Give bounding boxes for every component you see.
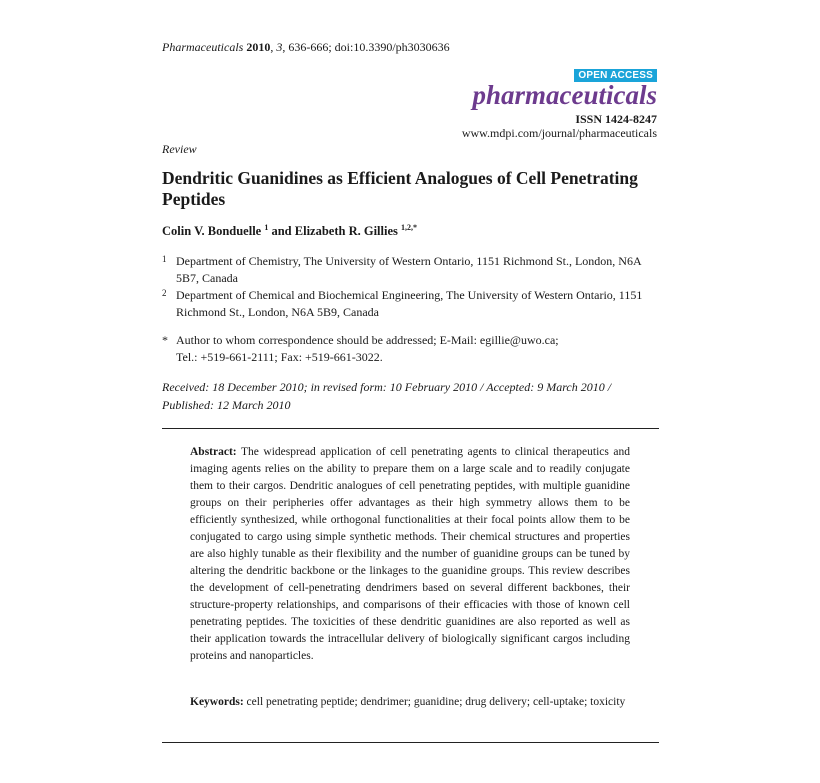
- author-affiliation-marker: 1: [264, 223, 269, 232]
- author-name: Elizabeth R. Gillies: [294, 224, 398, 239]
- open-access-badge: OPEN ACCESS: [574, 69, 657, 82]
- affiliation-2: [162, 287, 662, 321]
- affiliation-text: Department of Chemical and Biochemical Engineering, The University of Western Ontario, 1151 Richmond St., London, N6A 5B9, Canada: [176, 288, 643, 319]
- keywords-label: Keywords:: [190, 696, 244, 708]
- abstract-label: Abstract:: [190, 446, 237, 458]
- affiliation-marker: 1: [162, 254, 167, 264]
- author-line: [162, 223, 417, 239]
- journal-name: Pharmaceuticals: [162, 40, 244, 54]
- publication-dates: Received: 18 December 2010; in revised form: 10 February 2010 / Accepted: 9 March 2010 / Published: 12 March 2010: [162, 380, 612, 412]
- journal-url[interactable]: www.mdpi.com/journal/pharmaceuticals: [461, 126, 657, 140]
- abstract-text: The widespread application of cell penetrating agents to clinical therapeutics and imaging agents relies on the ability to prepare them on a large scale and to readily conjugate them to their cargos. Dendritic analogues of cell penetrating peptides, with multiple guanidine groups on their peripheries offer advantages as their high symmetry allows them to be efficiently synthesized, while orthogonal functionalities at their focal points allow them to be conjugated to cargo using simple synthetic methods. Their chemical structures and properties are also highly tunable as their flexibility and the number of guanidine groups can be tuned by altering the dendritic backbone or the linkages to the guanidine groups. This review describes the development of cell-penetrating dendrimers based on several different backbones, their structure-property relationships, and comparisons of their efficacies with those of known cell penetrating peptides. The toxicities of these dendritic guanidines are also reported as well as their application towards the intracellular delivery of biologically significant cargos including proteins and nanoparticles.: [190, 446, 630, 662]
- issn: ISSN 1424-8247: [575, 112, 657, 126]
- correspondence-line-2: Tel.: +519-661-2111; Fax: +519-661-3022.: [176, 350, 383, 364]
- journal-year: 2010: [246, 40, 271, 54]
- top-divider: [162, 428, 659, 429]
- author-affiliation-marker: 1,2,*: [401, 223, 418, 232]
- article-type: Review: [162, 142, 197, 156]
- abstract: [190, 444, 630, 665]
- journal-logo-text: pharmaceuticals: [472, 80, 657, 110]
- keywords-text: cell penetrating peptide; dendrimer; guanidine; drug delivery; cell-uptake; toxicity: [246, 696, 626, 708]
- affiliation-text: Department of Chemistry, The University of Western Ontario, 1151 Richmond St., London, N6A 5B7, Canada: [176, 254, 641, 285]
- bottom-divider: [162, 742, 659, 743]
- correspondence: [162, 332, 662, 366]
- keywords: [190, 694, 630, 711]
- pages-doi: , 636-666; doi:10.3390/ph3030636: [282, 40, 450, 54]
- correspondence-line-1: Author to whom correspondence should be addressed; E-Mail: egillie@uwo.ca;: [176, 333, 559, 347]
- citation-line: Pharmaceuticals 2010, 3, 636-666; doi:10.3390/ph3030636: [162, 40, 450, 54]
- journal-volume: 3: [276, 40, 283, 54]
- author-join: and: [268, 224, 295, 239]
- affiliation-1: [162, 253, 662, 287]
- article-title: Dendritic Guanidines as Efficient Analogues of Cell Penetrating Peptides: [162, 168, 638, 209]
- correspondence-marker: *: [162, 333, 168, 347]
- affiliation-marker: 2: [162, 288, 167, 298]
- author-name: Colin V. Bonduelle: [162, 224, 262, 239]
